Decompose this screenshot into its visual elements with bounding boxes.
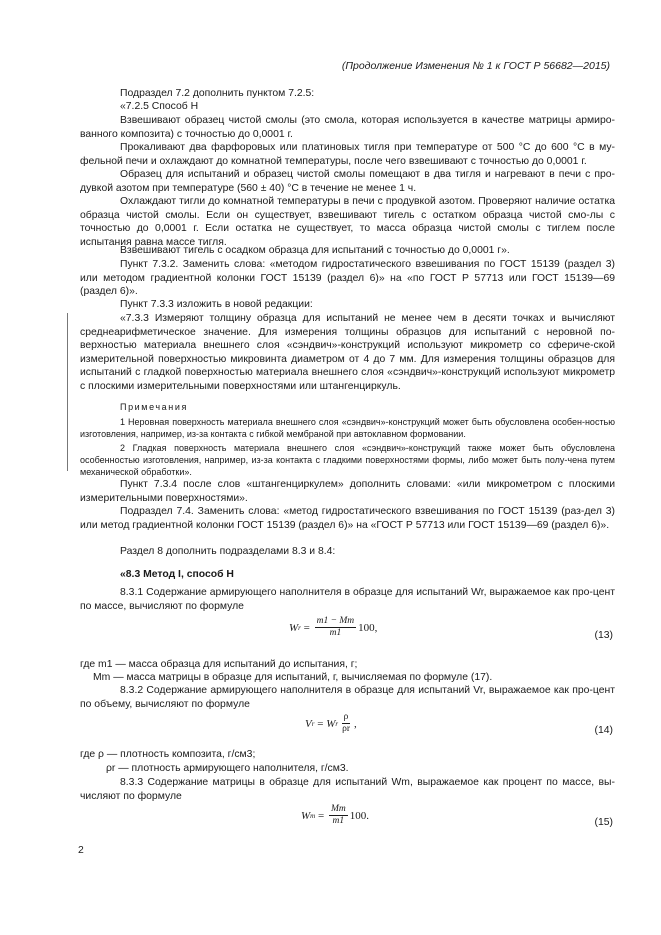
paragraph: «7.2.5 Способ Н xyxy=(120,101,199,112)
paragraph: Охлаждают тигли до комнатной температуры в печи с продувкой азотом. Проверяют наличие остатка образца чистой смолы. Если он существует, взвешивают тигель с остатком образца чистой смо-лы с точностью до 0,0001 г. Если остатка не существует, то масса образца чистой смолы с тиглем после испытания равна массе тигля. xyxy=(80,196,615,248)
running-header: (Продолжение Изменения № 1 к ГОСТ Р 56682—2015) xyxy=(341,60,610,72)
paragraph: 8.3.3 Содержание матрицы в образце для испытаний Wm, выражаемое как процент по массе, вы-числяют по формуле xyxy=(80,777,615,802)
paragraph: 8.3.1 Содержание армирующего наполнителя в образце для испытаний Wr, выражаемое как про-цент по массе, вычисляют по формуле xyxy=(80,587,615,612)
equation-14: V r = W r $\frac{\rho}{\rho r}$ , xyxy=(305,712,357,734)
eq-lhs: V xyxy=(305,717,312,730)
definition: Mm — масса матрицы в образце для испытаний, г, вычисляемая по формуле (17). xyxy=(93,672,493,683)
eq-lhs-sub: r xyxy=(298,623,301,632)
equation-number: (15) xyxy=(594,817,613,828)
eq-numerator: Mm xyxy=(330,804,346,814)
eq-fraction xyxy=(315,616,357,639)
change-bar xyxy=(67,313,70,471)
eq-factor: 100, xyxy=(358,621,378,634)
paragraph: Пункт 7.3.3 изложить в новой редакции: xyxy=(120,299,313,310)
eq-numerator: m1 − Mm xyxy=(316,616,355,626)
equation-15: W m = $\frac{Mm}{m1}$ 100. xyxy=(301,804,369,826)
definition: ρr — плотность армирующего наполнителя, г/см3. xyxy=(106,763,349,774)
page-number: 2 xyxy=(78,845,84,856)
equation-number: (13) xyxy=(594,630,613,641)
eq-lhs-sub: m xyxy=(310,811,316,820)
eq-rhs-sub: r xyxy=(335,719,339,728)
paragraph: Прокаливают два фарфоровых или платиновых тигля при температуре от 500 °С до 600 °С в му-фельной печи и охлаждают до комнатной температуры, после чего взвешивают с точностью до 0,0001 г. xyxy=(80,142,615,167)
equation-13: W r = $\frac{m1 - Mm}{m1}$ 100, xyxy=(289,616,378,638)
eq-lhs: W xyxy=(289,621,299,634)
paragraph: Пункт 7.3.4 после слов «штангенциркулем» дополнить словами: «или микрометром с плоскими измерительными поверхностями». xyxy=(80,479,615,504)
paragraph: Подраздел 7.2 дополнить пунктом 7.2.5: xyxy=(120,88,315,99)
paragraph: Раздел 8 дополнить подразделами 8.3 и 8.4: xyxy=(120,546,336,557)
paragraph: 8.3.2 Содержание армирующего наполнителя в образце для испытаний Vr, выражаемое как про-цент по объему, вычисляют по формуле xyxy=(80,685,615,710)
eq-denominator: m1 xyxy=(332,816,345,826)
notes-label: Примечания xyxy=(120,402,188,412)
equation-number: (14) xyxy=(594,725,613,736)
note: 1 Неровная поверхность материала внешнего слоя «сэндвич»-конструкций может быть обусловлена особен-ностью изготовления, например, из-за контакта с гибкой мембраной при автоклавном формовании. xyxy=(80,417,615,439)
section-heading: «8.3 Метод I, способ Н xyxy=(120,569,234,580)
eq-tail: , xyxy=(354,717,357,730)
eq-denominator: m1 xyxy=(329,628,342,638)
paragraph: Подраздел 7.4. Заменить слова: «метод гидростатического взвешивания по ГОСТ 15139 (раз-дел 3) или метод градиентной колонки ГОСТ 15139 (раздел 6)» на «ГОСТ Р 57713 или ГОСТ 15139—69 (раздел 6)». xyxy=(80,506,615,531)
paragraph: Взвешивают образец чистой смолы (это смола, которая используется в качестве матрицы армиро-ванного композита) с точностью до 0,0001 г. xyxy=(80,115,615,140)
definition: где m1 — масса образца для испытаний до испытания, г; xyxy=(80,659,358,670)
eq-numerator: ρ xyxy=(343,712,349,722)
paragraph: Взвешивают тигель с осадком образца для испытаний с точностью до 0,0001 г». xyxy=(120,245,510,256)
paragraph: Пункт 7.3.2. Заменить слова: «методом гидростатического взвешивания по ГОСТ 15139 (раздел 3) или методом градиентной колонки ГОСТ 15139 (раздел 6)» на «по ГОСТ Р 57713 или ГОСТ 15139—69 (раздел 6)». xyxy=(80,259,615,297)
eq-denominator: ρr xyxy=(342,724,350,734)
eq-fraction xyxy=(340,712,352,735)
eq-rhs: W xyxy=(326,717,336,730)
eq-lhs-sub: r xyxy=(311,719,315,728)
eq-fraction xyxy=(329,804,348,827)
definition: где ρ — плотность композита, г/см3; xyxy=(80,749,256,760)
note: 2 Гладкая поверхность материала внешнего слоя «сэндвич»-конструкций также может быть обусловлена особенностью изготовления, например, из-за контакта с гладкими поверхностями формы, либо может быть полу-чена путем механической обработки». xyxy=(80,443,615,477)
eq-lhs: W xyxy=(301,809,311,822)
eq-factor: 100. xyxy=(349,809,369,822)
paragraph: Образец для испытаний и образец чистой смолы помещают в два тигля и нагревают в печи с про-дувкой азотом при температуре (560 ± 40) °С в течение не менее 1 ч. xyxy=(80,169,615,194)
paragraph: «7.3.3 Измеряют толщину образца для испытаний не менее чем в десяти точках и вычисляют среднеарифметическое значение. Для измерения толщины образцов для испытаний с неровной по-верхностью материала внешнего слоя «сэндвич»-конструкций используют микрометр со сфериче-ской измерительной поверхностью микровинта диаметром от 4 до 7 мм. Для измерения толщины образцов для испытаний с гладкой поверхностью материала внешнего слоя «сэндвич»-конструкций используют микрометр с плоскими измерительными поверхностями или штангенциркуль. xyxy=(80,313,615,392)
